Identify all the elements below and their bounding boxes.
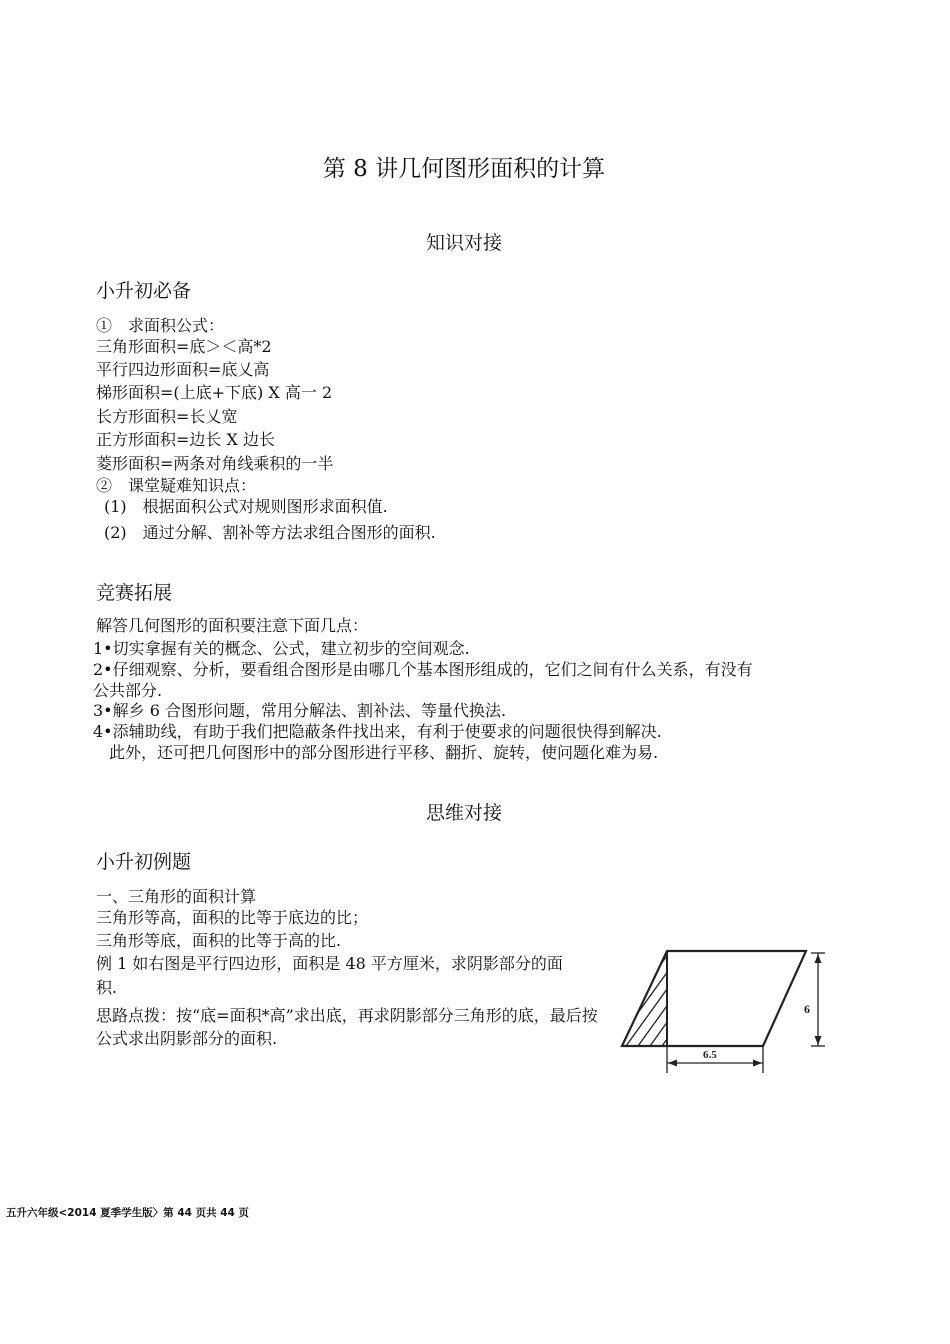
topic-triangle-area: 一、三角形的面积计算 xyxy=(96,887,257,906)
competition-point-1: 1•切实拿握有关的概念、公式，建立初步的空间观念. xyxy=(93,639,470,658)
base-label: 6.5 xyxy=(703,1049,717,1061)
point-1: (1) 根据面积公式对规则图形求面积值. xyxy=(104,497,388,516)
formula-parallelogram: 平行四边形面积=底乂高 xyxy=(96,360,270,379)
point-2: (2) 通过分解、割补等方法求组合图形的面积. xyxy=(104,523,436,542)
item-difficult-points: ② 课堂疑难知识点： xyxy=(96,476,257,495)
shaded-triangle xyxy=(618,945,742,1046)
formula-rectangle: 长方形面积=长乂宽 xyxy=(96,407,238,426)
subheading-essentials: 小升初必备 xyxy=(96,280,192,302)
height-label: 6 xyxy=(804,1002,810,1016)
parallelogram-figure xyxy=(618,945,838,1075)
formula-square: 正方形面积=边长 X 边长 xyxy=(96,430,275,449)
section-heading-thinking: 思维对接 xyxy=(425,802,502,824)
example-1-line2: 积. xyxy=(96,978,118,997)
rule-equal-base: 三角形等底，面积的比等于高的比. xyxy=(96,931,342,950)
item-area-formulas: ① 求面积公式： xyxy=(96,316,225,335)
rule-equal-height: 三角形等高，面积的比等于底边的比； xyxy=(96,908,369,927)
formula-trapezoid: 梯形面积=(上底+下底) X 高一 2 xyxy=(96,383,333,402)
hint-line1: 思路点拨：按“底=面积*高”求出底，再求阴影部分三角形的底，最后按 xyxy=(96,1006,598,1025)
subheading-examples: 小升初例题 xyxy=(96,851,192,873)
subheading-competition: 竞赛拓展 xyxy=(96,582,173,604)
section-heading-knowledge: 知识对接 xyxy=(425,232,502,254)
height-dimension xyxy=(811,953,825,1046)
formula-rhombus: 菱形面积=两条对角线乘积的一半 xyxy=(96,454,334,473)
example-1-line1: 例 1 如右图是平行四边形，面积是 48 平方厘米，求阴影部分的面 xyxy=(96,954,563,973)
competition-point-4-cont: 此外，还可把几何图形中的部分图形进行平移、翻折、旋转，使问题化难为易. xyxy=(93,743,659,762)
parallelogram-outline xyxy=(622,951,806,1046)
competition-intro: 解答几何图形的面积要注意下面几点： xyxy=(96,616,369,635)
competition-point-2-cont: 公共部分. xyxy=(93,681,163,700)
page-footer: 五升六年级<2014 夏季学生版〉第 44 页共 44 页 xyxy=(6,1207,250,1219)
hint-line2: 公式求出阴影部分的面积. xyxy=(96,1029,278,1048)
competition-point-4: 4•添辅助线，有助于我们把隐蔽条件找出来，有利于使要求的问题很快得到解决. xyxy=(93,722,662,741)
page-title: 第 8 讲几何图形面积的计算 xyxy=(322,156,606,182)
competition-point-3: 3•解乡 6 合图形问题，常用分解法、割补法、等量代换法. xyxy=(93,701,507,720)
competition-point-2: 2•仔细观察、分析，要看组合图形是由哪几个基本图形组成的，它们之间有什么关系，有没有 xyxy=(93,660,753,679)
formula-triangle: 三角形面积=底＞＜高*2 xyxy=(96,337,272,356)
